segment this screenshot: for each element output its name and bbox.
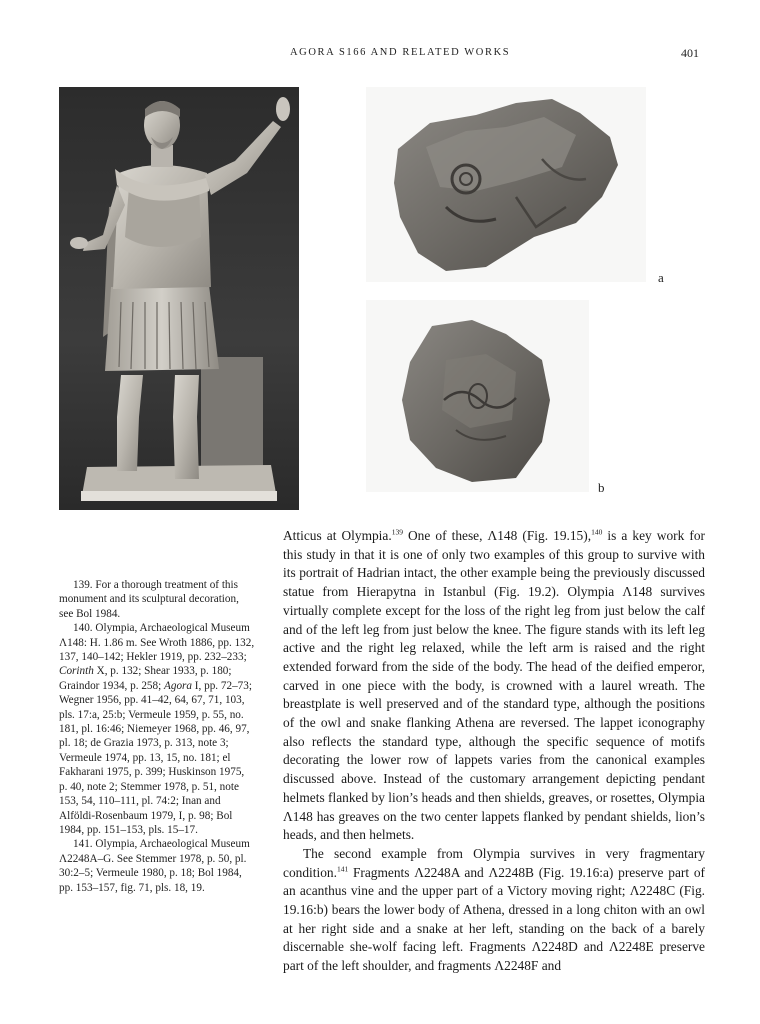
- fragment-photograph-a: [366, 87, 646, 282]
- fragment-photograph-b: [366, 300, 589, 492]
- running-title: AGORA S166 AND RELATED WORKS: [290, 47, 511, 58]
- footnote-140: 140. Olympia, Archaeological Museum Λ148: H. 1.86 m. See Wroth 1886, pp. 132, 137, 140–142; Hekler 1919, pp. 232–233; Corinth X, p. 132; Shear 1933, p. 180; Graindor 1934, p. 258; Agora I, pp. 72–73; Wegner 1956, pp. 41–42, 64, 67, 71, 103, pls. 17:a, 25:b; Vermeule 1959, p. 55, no. 181, pl. 16:46; Niemeyer 1968, pp. 46, 97, pl. 18; de Grazia 1973, p. 313, note 3; Vermeule 1974, pp. 13, 15, no. 181; el Fakharani 1975, p. 399; Huskinson 1975, p. 40, note 2; Stemmer 1978, p. 51, note 153, 54, 110–111, pl. 74:2; Inan and Alföldi-Rosenbaum 1979, I, p. 98; Bol 1984, pp. 151–153, pls. 15–17.: [59, 622, 255, 836]
- footnote-141: 141. Olympia, Archaeological Museum Λ2248A–G. See Stemmer 1978, p. 50, pl. 30:2–5; Vermeule 1980, p. 18; Bol 1984, pp. 153–157, fig. 71, pls. 18, 19.: [59, 838, 250, 894]
- footnote-ref-141[interactable]: 141: [336, 864, 349, 874]
- footnotes: [59, 578, 255, 895]
- figure-label-a: a: [658, 270, 664, 285]
- page-number: 401: [681, 46, 699, 60]
- figure-label-b: b: [598, 480, 605, 495]
- footnote-ref-140[interactable]: 140: [591, 527, 603, 537]
- paragraph-1: Atticus at Olympia.$^{139}$ One of these, Λ148 (Fig. 19.15),$^{140}$ is a key work for this study in that it is one of only two examples of this group to survive with its portrait of Hadrian intact, the other example being the previously discussed statue from Hierapytna in Istanbul (Fig. 19.2). Olympia Λ148 survives virtually complete except for the loss of the right leg from just below the calf and of the left leg from just below the knee. The figure stands with its left leg active and the right leg relaxed, while the left arm is raised and the right extended forward from the side of the body. The head of the deified emperor, carved in one piece with the body, is crowned with a laurel wreath. The breastplate is well preserved and of the standard type, although the positions of the owl and snake flanking Athena are reversed. The lappet iconography also reflects the standard type, although the specific sequence of motifs decorating the lower row of lappets varies from the canonical examples discussed above. Instead of the customary arrangement depicting pendant helmets flanked by lion’s heads and then shields, greaves, or rosettes, Olympia Λ148 has greaves on the two center lappets flanked by pendant shields, lion’s heads, and then helmets.: [283, 527, 705, 843]
- running-head: [0, 47, 760, 65]
- footnote-139: 139. For a thorough treatment of this monument and its sculptural decoration, see Bol 1984.: [59, 579, 239, 620]
- paragraph-2: The second example from Olympia survives in very fragmentary condition.$^{141}$ Fragments Λ2248A and Λ2248B (Fig. 19.16:a) preserve part of an acanthus vine and the upper part of a Victory moving right; Λ2248C (Fig. 19.16:b) bears the lower body of Athena, dressed in a long chiton with an owl at her right side and a snake at her left, standing on the back of a barely discernable she-wolf facing left. Fragments Λ2248D and Λ2248E preserve part of the left shoulder, and fragments Λ2248F and: [283, 845, 705, 974]
- statue-photograph: [59, 87, 299, 510]
- body-text: [283, 527, 705, 976]
- footnote-ref-139[interactable]: 139: [391, 527, 403, 537]
